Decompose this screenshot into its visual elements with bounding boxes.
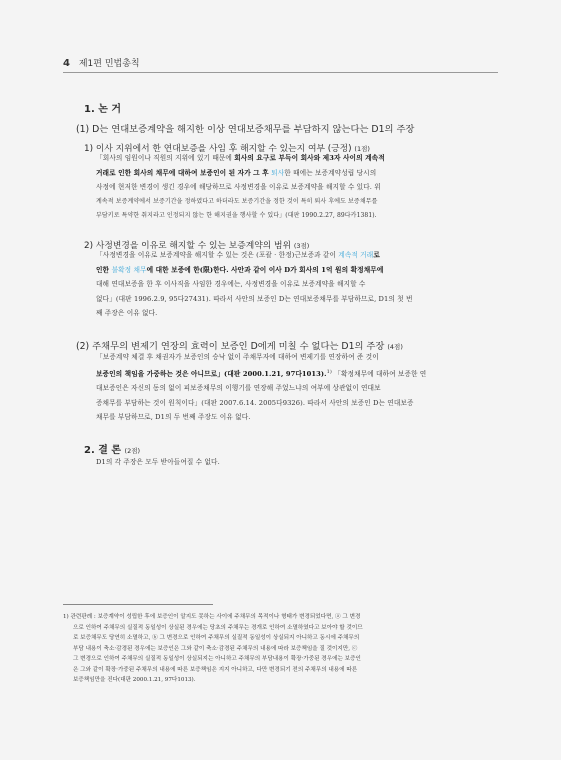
footnote-line: 로 보증채무도 당연히 소멸하고, ⓑ 그 변경으로 인하여 주채무의 실질적 동일성이 상실되지 아니하고 동시에 주채무의 [73, 635, 360, 641]
footnote-ref: 1) [326, 368, 332, 375]
footnote-line: 보증책임만을 진다(대판 2000.1.21, 97다1013). [73, 677, 196, 683]
footnote-line: 으로 인하여 주채무의 실질적 동일성이 상실된 경우에는 당초의 주채무는 경개로 인하여 소멸하였다고 보아야 할 것이므 [73, 624, 363, 631]
item1-line-5: 부담키로 특약한 취지라고 인정되지 않는 한 해지권을 행사할 수 있다」(대판 1990.2.27, 89다카1381). [96, 212, 377, 219]
footnote [63, 612, 503, 686]
item2-quote [96, 248, 413, 321]
item1-line-3: 사정에 현저한 변경이 생긴 경우에 해당하므로 사정변경을 이유로 보증계약을 해지할 수 있다. 위 [96, 183, 381, 191]
claim2-line-3: 대보증인은 자신의 동의 없이 피보증채무의 이행기를 연장해 주었느냐의 여부에 상관없이 연대보 [96, 384, 381, 393]
chapter-title: 제1편 민법총칙 [78, 59, 140, 69]
item2-line-2 [96, 263, 413, 278]
item1-heading-text: 1) 이사 지위에서 한 연대보증을 사임 후 해지할 수 있는지 여부 (긍정) [84, 144, 352, 154]
claim1-heading [76, 121, 414, 135]
claim2-quote [96, 350, 426, 425]
text: 로 [373, 251, 380, 259]
running-header [63, 56, 140, 69]
highlight: 계속적 거래 [338, 251, 374, 259]
item1-quote [96, 151, 385, 224]
claim2-line-4: 증채무를 부담하는 것이 원칙이다」(대판 2007.6.14. 2005다9326). 따라서 사안의 보증인 D는 연대보증 [96, 398, 414, 407]
text: 에 대한 보증에 한(限)한다. 사안과 같이 이사 D가 회사의 1억 원의 확정채무에 [146, 265, 384, 274]
claim2-heading-text: (2) 주채무의 변제기 연장의 효력이 보증인 D에게 미칠 수 없다는 D1의 주장 [76, 341, 385, 352]
item1-points: (1점) [354, 145, 370, 153]
section-title-1: 1. 논 거 [84, 104, 122, 115]
footnote-line: 부담 내용이 축소·감경된 경우에는 보증인은 그와 같이 축소·감경된 주채무의 내용에 따라 보증책임을 질 것이지만, ⓒ [73, 645, 358, 652]
section-title-2 [84, 441, 140, 456]
footnote-line: 은 그와 같이 확장·가중된 주채무의 내용에 따른 보증책임은 지지 아니하고, 다만 변경되기 전의 주채무의 내용에 따른 [73, 666, 358, 673]
item1-line-1 [96, 151, 385, 166]
text: 한 때에는 보증계약성립 당시의 [284, 168, 377, 177]
footnote-line: 그 변경으로 인하여 주채무의 실질적 동일성이 상실되지는 아니하고 주채무의 부담내용이 확장·가중된 경우에는 보증인 [73, 656, 361, 662]
item1-line-2 [96, 166, 385, 181]
page-number: 4 [63, 58, 70, 69]
text: 거래로 인한 회사의 채무에 대하여 보증인이 된 자가 그 후 [96, 168, 272, 177]
conclusion-body: D1의 각 주장은 모두 받아들여질 수 없다. [96, 458, 220, 466]
section2-points: (2점) [124, 447, 141, 455]
item2-line-5: 째 주장은 이유 없다. [96, 309, 158, 317]
claim2-line-2 [96, 365, 426, 382]
claim2-line-5: 채무를 부담하므로, D1의 두 번째 주장도 이유 없다. [96, 413, 251, 422]
item1-line-4: 계속적 보증계약에서 보증기간을 정하였다고 하더라도 보증기간을 정한 것이 특히 퇴사 후에도 보증채무를 [96, 197, 378, 205]
text: 「확정채무에 대하여 보증한 연 [331, 369, 427, 378]
item2-line-3: 대해 연대보증을 한 후 이사직을 사임한 경우에는, 사정변경을 이유로 보증계약을 해지할 수 [96, 280, 366, 288]
text: 「사정변경을 이유로 보증계약을 해지할 수 있는 것은 (포괄 · 한정)근보증과 같이 [96, 251, 339, 259]
section2-title-text: 2. 결 론 [84, 445, 122, 456]
highlight: 불확정 채무 [111, 265, 147, 274]
highlight: 회사의 요구로 부득이 [234, 154, 299, 162]
text: 인한 [96, 265, 112, 274]
item2-points: (3점) [293, 242, 310, 250]
claim2-points: (4점) [387, 343, 403, 351]
text: 회사와 제3자 사이의 계속적 [298, 154, 385, 162]
footnote-rule [63, 604, 213, 605]
footnote-line: 1) 관련판례 : 보증계약이 성립한 후에 보증인이 알지도 못하는 사이에 주채무의 목적이나 형태가 변경되었다면, ⓐ 그 변경 [63, 614, 361, 620]
item2-line-4: 없다」(대판 1996.2.9, 95다27431). 따라서 사안의 보증인 D는 연대보증채무를 부담하므로, D1의 첫 번 [96, 294, 413, 303]
claim2-line-1: 「보증계약 체결 후 채권자가 보증인의 승낙 없이 주채무자에 대하여 변제기를 연장하여 준 것이 [96, 353, 379, 361]
item2-line-1 [96, 248, 413, 263]
text: 보증인의 책임을 가중하는 것은 아니므로」(대판 2000.1.21, 97다1013). [96, 369, 327, 378]
item2-heading-text: 2) 사정변경을 이유로 해지할 수 있는 보증계약의 범위 [84, 241, 292, 251]
highlight: 퇴사 [271, 168, 285, 177]
text: 「회사의 임원이나 직원의 지위에 있기 때문에 [96, 154, 235, 162]
claim1-heading-text: (1) D는 연대보증계약을 해지한 이상 연대보증채무를 부담하지 않는다는 D1의 주장 [76, 124, 415, 135]
header-rule [63, 72, 498, 73]
